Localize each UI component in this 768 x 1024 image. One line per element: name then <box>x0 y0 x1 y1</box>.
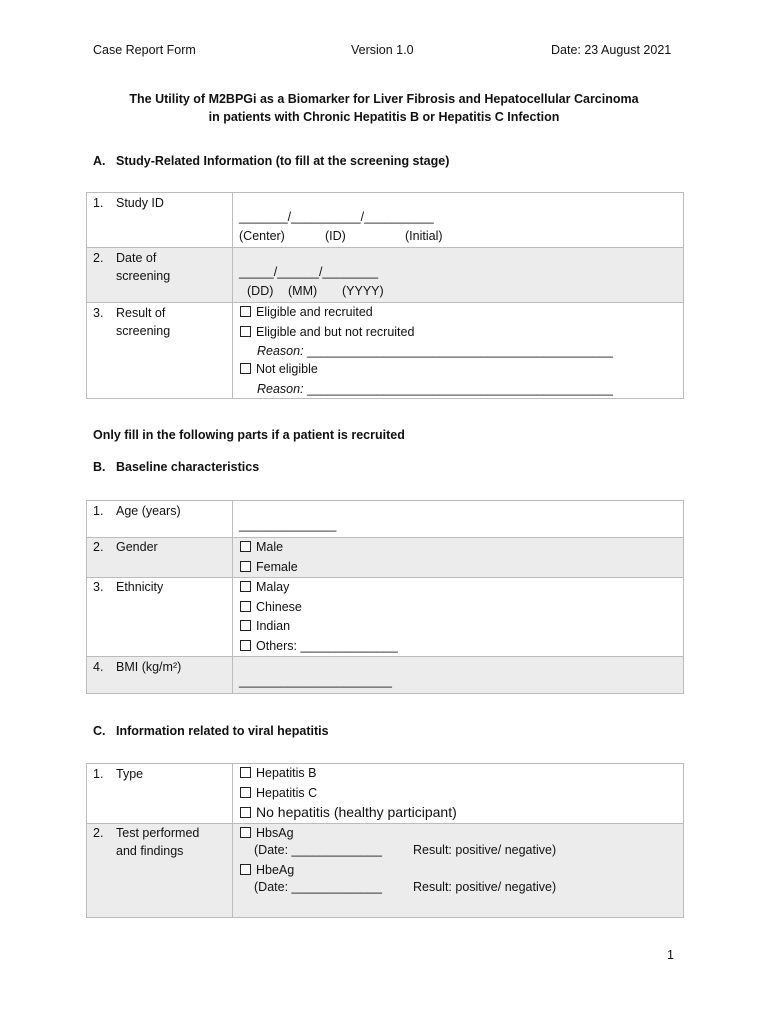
checkbox-icon[interactable] <box>240 640 251 651</box>
ethnicity-cell <box>233 578 684 657</box>
label-cell <box>87 193 233 248</box>
option-label: Female <box>256 559 298 574</box>
age-cell <box>233 501 684 538</box>
checkbox-icon[interactable] <box>240 581 251 592</box>
section-c-heading <box>93 724 329 738</box>
section-c-letter: C. <box>93 724 106 738</box>
checkbox-icon[interactable] <box>240 807 251 818</box>
option-eligible-not-recruited[interactable] <box>233 323 683 343</box>
gender-label: Gender <box>116 540 158 554</box>
option-eligible-recruited[interactable] <box>233 303 683 323</box>
viral-hepatitis-table <box>86 763 684 918</box>
row-number: 1. <box>93 767 104 781</box>
date-yyyy-caption: (YYYY) <box>342 284 384 298</box>
option-label: Male <box>256 540 284 554</box>
section-b-title: Baseline characteristics <box>116 460 260 474</box>
date-of-screening-input-line[interactable]: _____/______/________ <box>239 265 379 279</box>
study-id-label: Study ID <box>116 196 164 210</box>
study-information-table <box>86 192 684 399</box>
study-id-initial-caption: (Initial) <box>405 229 443 243</box>
study-id-input-line[interactable]: _______/__________/__________ <box>239 210 434 224</box>
others-input-line[interactable]: ______________ <box>300 638 398 653</box>
label-cell <box>87 501 233 538</box>
option-label: HbeAg <box>256 863 295 877</box>
table-row <box>87 824 684 918</box>
result-of-screening-label: Result of screening <box>116 306 171 338</box>
reason-blank[interactable]: ____________________________________________ <box>307 344 613 358</box>
reason-line-not-recruited[interactable] <box>233 342 683 360</box>
reason-label: Reason: <box>257 381 304 396</box>
option-label: Hepatitis B <box>256 766 317 780</box>
row-number: 1. <box>93 196 104 210</box>
checkbox-icon[interactable] <box>240 363 251 374</box>
option-hepatitis-b[interactable] <box>233 764 683 784</box>
row-number: 2. <box>93 540 104 554</box>
bmi-input-line[interactable]: ______________________ <box>239 674 392 688</box>
checkbox-icon[interactable] <box>240 326 251 337</box>
option-chinese[interactable] <box>233 598 683 618</box>
date-label: (Date: <box>254 843 289 857</box>
option-label: No hepatitis (healthy participant) <box>256 804 457 820</box>
date-of-screening-cell <box>233 248 684 303</box>
option-label: Hepatitis C <box>256 785 318 800</box>
date-label: (Date: <box>254 880 289 894</box>
header-form-name: Case Report Form <box>93 43 196 57</box>
table-row <box>87 657 684 694</box>
type-cell <box>233 764 684 824</box>
header-date: Date: 23 August 2021 <box>551 43 672 57</box>
recruited-note: Only fill in the following parts if a patient is recruited <box>93 428 405 442</box>
checkbox-icon[interactable] <box>240 601 251 612</box>
ethnicity-label: Ethnicity <box>116 580 164 594</box>
checkbox-icon[interactable] <box>240 561 251 572</box>
option-malay[interactable] <box>233 578 683 598</box>
label-cell <box>87 303 233 399</box>
table-row <box>87 538 684 578</box>
baseline-characteristics-table <box>86 500 684 694</box>
reason-blank[interactable]: ____________________________________________ <box>307 381 613 396</box>
checkbox-icon[interactable] <box>240 306 251 317</box>
label-cell <box>87 764 233 824</box>
label-cell <box>87 824 233 918</box>
row-number: 2. <box>93 826 104 840</box>
reason-line-not-eligible[interactable] <box>233 380 683 398</box>
date-dd-caption: (DD) <box>247 284 274 298</box>
option-no-hepatitis[interactable] <box>233 803 683 823</box>
option-male[interactable] <box>233 538 683 558</box>
study-id-id-caption: (ID) <box>325 229 346 243</box>
header-version: Version 1.0 <box>351 43 414 57</box>
label-cell <box>87 538 233 578</box>
table-row <box>87 303 684 399</box>
table-row <box>87 578 684 657</box>
label-cell <box>87 578 233 657</box>
document-title-line-2: in patients with Chronic Hepatitis B or Hepatitis C Infection <box>208 110 560 124</box>
hbsag-result[interactable]: Result: positive/ negative) <box>413 843 557 857</box>
section-a-title: Study-Related Information (to fill at the screening stage) <box>116 154 450 168</box>
hbeag-date-line[interactable] <box>254 880 382 894</box>
date-mm-caption: (MM) <box>288 284 318 298</box>
row-number: 2. <box>93 251 104 265</box>
checkbox-icon[interactable] <box>240 864 251 875</box>
table-row <box>87 764 684 824</box>
document-title-line-1: The Utility of M2BPGi as a Biomarker for Liver Fibrosis and Hepatocellular Carcinoma <box>129 92 639 106</box>
section-c-title: Information related to viral hepatitis <box>116 724 329 738</box>
option-hbsag[interactable] <box>233 824 294 844</box>
label-cell <box>87 248 233 303</box>
section-a-letter: A. <box>93 154 106 168</box>
row-number: 3. <box>93 580 104 594</box>
row-number: 4. <box>93 660 104 674</box>
test-performed-label: Test performed and findings <box>116 826 200 858</box>
date-blank[interactable]: _____________ <box>291 843 382 857</box>
age-label: Age (years) <box>116 504 181 518</box>
date-of-screening-label: Date of screening <box>116 251 171 283</box>
option-hbeag[interactable] <box>233 861 294 881</box>
table-row <box>87 501 684 538</box>
result-of-screening-cell <box>233 303 684 399</box>
section-b-letter: B. <box>93 460 106 474</box>
option-others[interactable] <box>233 637 683 657</box>
study-id-cell <box>233 193 684 248</box>
option-label: Indian <box>256 619 291 633</box>
option-label: Not eligible <box>256 362 318 376</box>
checkbox-icon[interactable] <box>240 767 251 778</box>
gender-cell <box>233 538 684 578</box>
age-input-line[interactable]: ______________ <box>239 518 337 532</box>
hbsag-date-line[interactable] <box>254 843 382 857</box>
study-id-center-caption: (Center) <box>239 229 285 243</box>
checkbox-icon[interactable] <box>240 787 251 798</box>
checkbox-icon[interactable] <box>240 827 251 838</box>
checkbox-icon[interactable] <box>240 541 251 552</box>
option-label: Chinese <box>256 599 302 614</box>
option-not-eligible[interactable] <box>233 360 683 380</box>
option-indian[interactable] <box>233 617 683 637</box>
hbeag-result[interactable]: Result: positive/ negative) <box>413 880 557 894</box>
reason-label: Reason: <box>257 344 304 358</box>
row-number: 1. <box>93 504 104 518</box>
option-label: Malay <box>256 580 290 594</box>
page-number: 1 <box>667 948 674 962</box>
option-female[interactable] <box>233 558 683 578</box>
row-number: 3. <box>93 306 104 320</box>
type-label: Type <box>116 767 144 781</box>
test-performed-cell <box>233 824 684 918</box>
checkbox-icon[interactable] <box>240 620 251 631</box>
label-cell <box>87 657 233 694</box>
option-label: Others: <box>256 638 297 653</box>
option-label: Eligible and but not recruited <box>256 324 415 339</box>
table-row <box>87 193 684 248</box>
date-blank[interactable]: _____________ <box>291 880 382 894</box>
bmi-label: BMI (kg/m²) <box>116 660 182 674</box>
table-row <box>87 248 684 303</box>
option-hepatitis-c[interactable] <box>233 784 683 804</box>
bmi-cell <box>233 657 684 694</box>
option-label: Eligible and recruited <box>256 305 373 319</box>
section-a-heading <box>93 154 449 168</box>
option-label: HbsAg <box>256 826 294 840</box>
section-b-heading <box>93 460 259 474</box>
